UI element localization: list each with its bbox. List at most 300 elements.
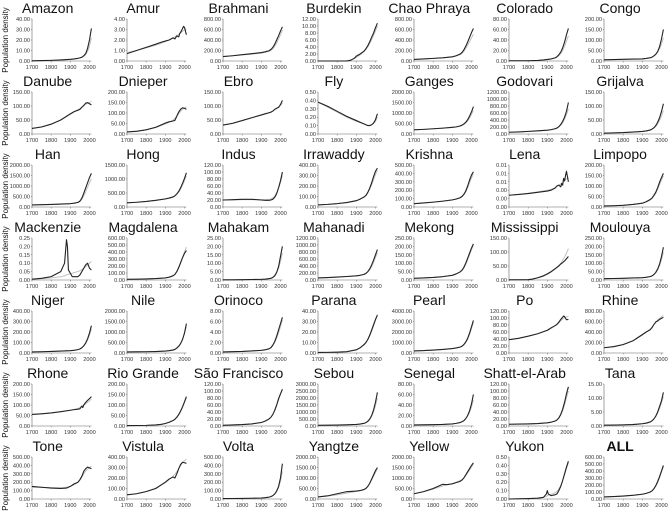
x-tick-label: 1700 (407, 503, 420, 509)
y-tick-label: 0.15 (19, 252, 30, 259)
chart-title: Magdalena (108, 219, 178, 235)
x-tick-label: 1800 (235, 430, 249, 436)
x-tick-label: 1700 (121, 430, 134, 436)
x-tick-label: 1800 (426, 284, 439, 290)
y-tick-label: 150.00 (12, 90, 30, 96)
observed-series-line (318, 23, 377, 61)
y-tick-label: 0.00 (496, 188, 507, 195)
line-chart (477, 381, 572, 438)
y-tick-label: 300.00 (12, 471, 30, 478)
chart-panel (0, 219, 95, 292)
x-tick-label: 1800 (140, 138, 153, 144)
fitted-series-line (604, 176, 663, 206)
x-tick-label: 1900 (254, 138, 268, 144)
y-tick-label: 0.00 (114, 497, 126, 503)
observed-series-line (509, 387, 568, 424)
chart-panel (95, 292, 190, 365)
y-tick-label: 200.00 (299, 271, 317, 277)
y-tick-label: 50.00 (588, 118, 603, 124)
y-tick-label: 0.00 (400, 424, 412, 430)
fitted-series-line (127, 247, 186, 279)
y-tick-label: 0.40 (496, 463, 507, 470)
y-tick-label: 40.00 (397, 403, 412, 409)
x-tick-label: 1800 (235, 211, 249, 217)
y-tick-label: 0.01 (496, 163, 507, 169)
y-tick-label: 0.00 (114, 205, 126, 211)
x-tick-label: 1900 (636, 211, 649, 217)
line-chart (0, 381, 95, 438)
y-tick-label: 0.00 (209, 59, 221, 65)
chart-title: Mackenzie (14, 219, 82, 235)
y-tick-label: 0.00 (496, 196, 507, 203)
y-tick-label: 10.00 (302, 24, 317, 30)
fitted-series-line (414, 174, 473, 204)
y-tick-label: 400.00 (203, 38, 221, 44)
y-tick-label: 20.00 (493, 417, 507, 423)
line-chart (477, 308, 572, 365)
x-tick-label: 2000 (464, 357, 478, 363)
y-tick-label: 400.00 (299, 264, 317, 270)
y-tick-label: 1000.00 (295, 243, 317, 249)
y-tick-label: 300.00 (108, 257, 126, 263)
x-tick-label: 1900 (541, 138, 554, 144)
x-tick-label: 1800 (44, 503, 58, 509)
x-tick-label: 1900 (254, 211, 268, 217)
line-chart (191, 89, 286, 146)
line-chart (572, 162, 667, 219)
y-tick-label: 800.00 (203, 17, 221, 23)
x-tick-label: 1800 (617, 211, 630, 217)
y-tick-label: 0.00 (305, 59, 317, 65)
y-tick-label: 0.00 (400, 278, 412, 284)
chart-title: Tone (32, 438, 63, 454)
observed-series-line (604, 392, 663, 425)
y-tick-label: 600.00 (585, 319, 603, 326)
y-tick-label: 20.00 (206, 417, 221, 423)
x-tick-label: 1800 (617, 357, 630, 363)
y-tick-label: 200.00 (12, 382, 30, 388)
y-tick-label: 80.00 (397, 382, 412, 388)
fitted-series-line (318, 253, 377, 278)
y-tick-label: 0.00 (496, 351, 507, 357)
y-tick-label: 1000.00 (391, 111, 412, 117)
chart-title: Mekong (404, 219, 455, 235)
y-tick-label: 150.00 (585, 173, 603, 180)
x-tick-label: 1700 (121, 65, 134, 71)
chart-panel (382, 0, 477, 73)
y-tick-label: 5.00 (591, 410, 603, 416)
y-tick-label: 1000.00 (295, 410, 317, 416)
y-tick-label: 0.20 (19, 244, 30, 251)
y-tick-label: 150.00 (394, 252, 412, 259)
x-tick-label: 1800 (521, 430, 535, 436)
y-tick-label: 100.00 (394, 196, 412, 203)
y-tick-label: 500.00 (108, 340, 126, 347)
chart-title: Yangtze (308, 438, 360, 454)
chart-panel (477, 146, 572, 219)
fitted-series-line (223, 103, 282, 125)
x-tick-label: 1900 (350, 65, 363, 71)
y-tick-label: 500.00 (203, 455, 221, 461)
y-axis-label: Population density (1, 153, 10, 219)
y-tick-label: 0.00 (400, 205, 412, 211)
y-tick-label: 400.00 (12, 463, 30, 470)
y-tick-label: 50.00 (588, 194, 603, 201)
y-axis-label: Population density (1, 445, 10, 511)
observed-series-line (223, 389, 282, 425)
x-tick-label: 1800 (426, 211, 439, 217)
chart-title: Indus (221, 146, 256, 162)
observed-series-line (318, 468, 377, 497)
y-tick-label: 60.00 (493, 27, 507, 34)
chart-panel (382, 146, 477, 219)
y-tick-label: 3.00 (114, 27, 126, 34)
y-tick-label: 400.00 (489, 118, 507, 124)
observed-series-line (414, 244, 473, 278)
chart-panel (0, 73, 95, 146)
y-axis-label: Population density (1, 7, 10, 73)
y-tick-label: 300.00 (203, 471, 221, 478)
y-tick-label: 0.00 (114, 132, 126, 138)
x-tick-label: 2000 (560, 503, 573, 509)
line-chart (0, 235, 95, 292)
x-tick-label: 1800 (521, 65, 535, 71)
y-tick-label: 2000.00 (9, 163, 30, 169)
x-tick-label: 1700 (598, 211, 611, 217)
x-tick-label: 1800 (331, 503, 344, 509)
x-tick-label: 2000 (464, 503, 478, 509)
x-tick-label: 2000 (464, 65, 478, 71)
x-tick-label: 2000 (178, 138, 192, 144)
y-tick-label: 100.00 (12, 104, 30, 110)
x-tick-label: 1700 (121, 284, 134, 290)
y-tick-label: 60.00 (397, 392, 412, 399)
chart-title: Sebou (313, 365, 355, 381)
fitted-series-line (223, 320, 282, 352)
observed-series-line (414, 107, 473, 130)
chart-panel (572, 0, 667, 73)
y-tick-label: 150.00 (585, 27, 603, 34)
y-tick-label: 2000.00 (105, 309, 126, 315)
chart-title: Rhone (27, 365, 69, 381)
y-tick-label: 0.25 (19, 236, 30, 242)
x-tick-label: 1900 (159, 65, 172, 71)
x-tick-label: 1900 (350, 503, 363, 509)
y-tick-label: 4.00 (209, 330, 221, 336)
y-tick-label: 1500.00 (391, 465, 412, 472)
chart-panel (477, 292, 572, 365)
fitted-series-line (509, 36, 568, 61)
line-chart (191, 235, 286, 292)
y-tick-label: 200.00 (585, 244, 603, 251)
y-tick-label: 100.00 (12, 403, 30, 409)
x-tick-label: 1700 (598, 430, 611, 436)
y-tick-label: 250.00 (585, 236, 603, 242)
y-tick-label: 200.00 (585, 163, 603, 169)
line-chart (572, 308, 667, 365)
chart-title: Rhine (601, 292, 639, 308)
y-tick-label: 2.00 (114, 38, 126, 44)
y-tick-label: 0.40 (305, 98, 317, 105)
chart-title: Congo (599, 0, 641, 16)
x-tick-label: 1700 (598, 284, 611, 290)
y-tick-label: 0.00 (305, 132, 317, 138)
observed-series-line (127, 108, 186, 132)
x-tick-label: 1900 (64, 211, 77, 217)
x-tick-label: 1800 (331, 430, 344, 436)
x-tick-label: 1900 (636, 357, 649, 363)
x-tick-label: 1700 (216, 65, 230, 71)
y-tick-label: 50.00 (16, 413, 30, 420)
line-chart (0, 162, 95, 219)
x-tick-label: 1900 (254, 284, 268, 290)
y-tick-label: 200.00 (299, 184, 317, 190)
y-tick-label: 200.00 (108, 264, 126, 270)
line-chart (95, 89, 190, 146)
y-tick-label: 80.00 (493, 17, 507, 23)
observed-series-line (604, 104, 663, 133)
y-tick-label: 200.00 (203, 48, 221, 55)
y-tick-label: 0.00 (114, 351, 126, 357)
y-tick-label: 30.00 (302, 319, 317, 326)
y-tick-label: 1500.00 (295, 403, 317, 409)
observed-series-line (32, 103, 91, 129)
observed-series-line (318, 392, 377, 425)
x-tick-label: 1900 (445, 65, 459, 71)
chart-panel (191, 365, 286, 438)
y-tick-label: 0.00 (591, 278, 603, 284)
x-tick-label: 2000 (178, 430, 192, 436)
y-tick-label: 1000.00 (391, 340, 412, 347)
x-tick-label: 1800 (44, 65, 58, 71)
observed-series-line (604, 317, 663, 347)
fitted-series-line (223, 176, 282, 201)
y-tick-label: 100.00 (108, 271, 126, 277)
chart-title: Mississippi (490, 219, 559, 235)
y-tick-label: 100.00 (489, 316, 507, 322)
x-tick-label: 1700 (216, 211, 230, 217)
y-tick-label: 100.00 (489, 250, 507, 256)
y-tick-label: 0.50 (305, 90, 317, 96)
chart-panel (286, 219, 381, 292)
x-tick-label: 1900 (64, 430, 77, 436)
chart-title: Amur (126, 0, 160, 16)
chart-panel (477, 219, 572, 292)
observed-series-line (223, 27, 282, 57)
fitted-series-line (127, 398, 186, 426)
y-tick-label: 200.00 (12, 480, 30, 487)
observed-series-line (509, 316, 568, 340)
y-tick-label: 150.00 (108, 392, 126, 399)
line-chart (0, 454, 95, 511)
x-tick-label: 1700 (216, 284, 230, 290)
chart-panel (0, 365, 95, 438)
y-tick-label: 800.00 (394, 17, 412, 23)
x-tick-label: 1900 (159, 430, 172, 436)
line-chart (286, 162, 381, 219)
line-chart (572, 235, 667, 292)
y-axis-label: Population density (1, 372, 10, 438)
y-tick-label: 0.01 (496, 171, 507, 178)
chart-title: Brahmani (208, 0, 269, 16)
x-tick-label: 1900 (159, 211, 172, 217)
fitted-series-line (223, 389, 282, 425)
fitted-series-line (127, 29, 186, 53)
y-tick-label: 0.00 (591, 424, 603, 430)
x-tick-label: 1700 (216, 503, 230, 509)
x-tick-label: 2000 (369, 430, 382, 436)
y-tick-label: 1200.00 (295, 236, 317, 242)
y-tick-label: 200.00 (203, 480, 221, 487)
fitted-series-line (604, 397, 663, 426)
y-tick-label: 0.00 (305, 205, 317, 211)
x-tick-label: 1700 (216, 430, 230, 436)
x-tick-label: 2000 (369, 284, 382, 290)
y-tick-label: 100.00 (203, 170, 221, 176)
x-tick-label: 1700 (216, 357, 230, 363)
chart-title: São Francisco (193, 365, 284, 381)
chart-panel (0, 146, 95, 219)
chart-title: Ebro (223, 73, 254, 89)
chart-title: Mahakam (207, 219, 270, 235)
chart-panel (382, 365, 477, 438)
x-tick-label: 2000 (178, 503, 192, 509)
line-chart (572, 16, 667, 73)
y-tick-label: 1000.00 (9, 184, 30, 190)
x-tick-label: 1800 (140, 430, 153, 436)
chart-panel (191, 0, 286, 73)
y-tick-label: 120.00 (203, 382, 221, 388)
x-tick-label: 1800 (140, 503, 153, 509)
observed-series-line (223, 246, 282, 279)
y-tick-label: 0.00 (209, 278, 221, 284)
chart-panel (286, 73, 381, 146)
x-tick-label: 1700 (25, 211, 39, 217)
x-tick-label: 1900 (445, 503, 459, 509)
y-tick-label: 150.00 (12, 392, 30, 399)
chart-title: Shatt-el-Arab (483, 365, 566, 381)
x-tick-label: 2000 (560, 430, 573, 436)
y-tick-label: 150.00 (203, 90, 221, 96)
observed-series-line (318, 250, 377, 278)
y-tick-label: 50.00 (111, 413, 126, 420)
y-tick-label: 0.20 (496, 480, 507, 487)
y-tick-label: 0.00 (209, 205, 221, 211)
chart-title: Colorado (496, 0, 554, 16)
y-tick-label: 40.00 (302, 309, 317, 315)
y-tick-label: 1000.00 (105, 330, 126, 336)
y-tick-label: 15.00 (588, 382, 603, 388)
chart-panel (191, 73, 286, 146)
x-tick-label: 2000 (369, 65, 382, 71)
y-tick-label: 50.00 (206, 118, 221, 124)
y-tick-label: 50.00 (16, 118, 30, 124)
x-tick-label: 1900 (541, 357, 554, 363)
y-tick-label: 10.00 (206, 261, 221, 268)
x-tick-label: 2000 (274, 65, 287, 71)
x-tick-label: 1800 (235, 138, 249, 144)
x-tick-label: 1800 (521, 503, 535, 509)
x-tick-label: 1900 (541, 284, 554, 290)
line-chart (572, 381, 667, 438)
observed-series-line (604, 247, 663, 278)
x-tick-label: 1700 (25, 430, 39, 436)
observed-series-line (414, 172, 473, 204)
chart-panel (95, 146, 190, 219)
x-tick-label: 1800 (140, 357, 153, 363)
x-tick-label: 2000 (274, 357, 287, 363)
x-tick-label: 1900 (254, 430, 268, 436)
y-tick-label: 800.00 (489, 104, 507, 110)
x-tick-label: 2000 (655, 138, 668, 144)
y-axis-label: Population density (1, 299, 10, 365)
y-tick-label: 100.00 (585, 184, 603, 190)
observed-series-line (127, 251, 186, 280)
y-tick-label: 40.00 (493, 410, 507, 416)
fitted-series-line (414, 34, 473, 59)
observed-series-line (414, 320, 473, 350)
x-tick-label: 1900 (445, 357, 459, 363)
chart-panel (382, 219, 477, 292)
x-tick-label: 1900 (445, 211, 459, 217)
x-tick-label: 2000 (655, 65, 668, 71)
observed-series-line (509, 171, 568, 195)
y-tick-label: 0.10 (496, 488, 507, 495)
x-tick-label: 1800 (235, 284, 249, 290)
chart-title: Limpopo (593, 146, 647, 162)
x-tick-label: 2000 (274, 284, 287, 290)
y-tick-label: 100.00 (12, 488, 30, 495)
y-tick-label: 50.00 (111, 121, 126, 128)
y-tick-label: 3000.00 (295, 382, 317, 388)
chart-title: Vistula (122, 438, 164, 454)
chart-title: Lena (509, 146, 541, 162)
y-tick-label: 6.00 (209, 319, 221, 326)
line-chart (191, 381, 286, 438)
x-tick-label: 1800 (521, 284, 535, 290)
chart-title: Yukon (505, 438, 545, 454)
x-tick-label: 1700 (121, 357, 134, 363)
y-tick-label: 1000.00 (486, 97, 507, 103)
y-tick-label: 600.00 (203, 27, 221, 34)
observed-series-line (32, 467, 91, 488)
x-tick-label: 1900 (541, 211, 554, 217)
y-tick-label: 20.00 (206, 198, 221, 204)
observed-series-line (32, 28, 91, 60)
y-tick-label: 100.00 (108, 111, 126, 117)
line-chart (191, 16, 286, 73)
x-tick-label: 1900 (64, 357, 77, 363)
x-tick-label: 1700 (598, 503, 611, 509)
x-tick-label: 2000 (178, 284, 192, 290)
y-tick-label: 0.00 (400, 132, 412, 138)
chart-panel (477, 365, 572, 438)
y-tick-label: 300.00 (108, 465, 126, 472)
x-tick-label: 1700 (216, 138, 230, 144)
x-tick-label: 2000 (274, 211, 287, 217)
y-tick-label: 0.00 (400, 351, 412, 357)
x-tick-label: 2000 (560, 65, 573, 71)
y-tick-label: 0.00 (591, 205, 603, 211)
x-tick-label: 1900 (350, 284, 363, 290)
y-tick-label: 80.00 (206, 396, 221, 402)
line-chart (286, 235, 381, 292)
line-chart (572, 454, 667, 511)
x-tick-label: 1700 (502, 503, 516, 509)
y-tick-label: 300.00 (299, 173, 317, 180)
y-tick-label: 150.00 (489, 236, 507, 242)
chart-panel (0, 0, 95, 73)
